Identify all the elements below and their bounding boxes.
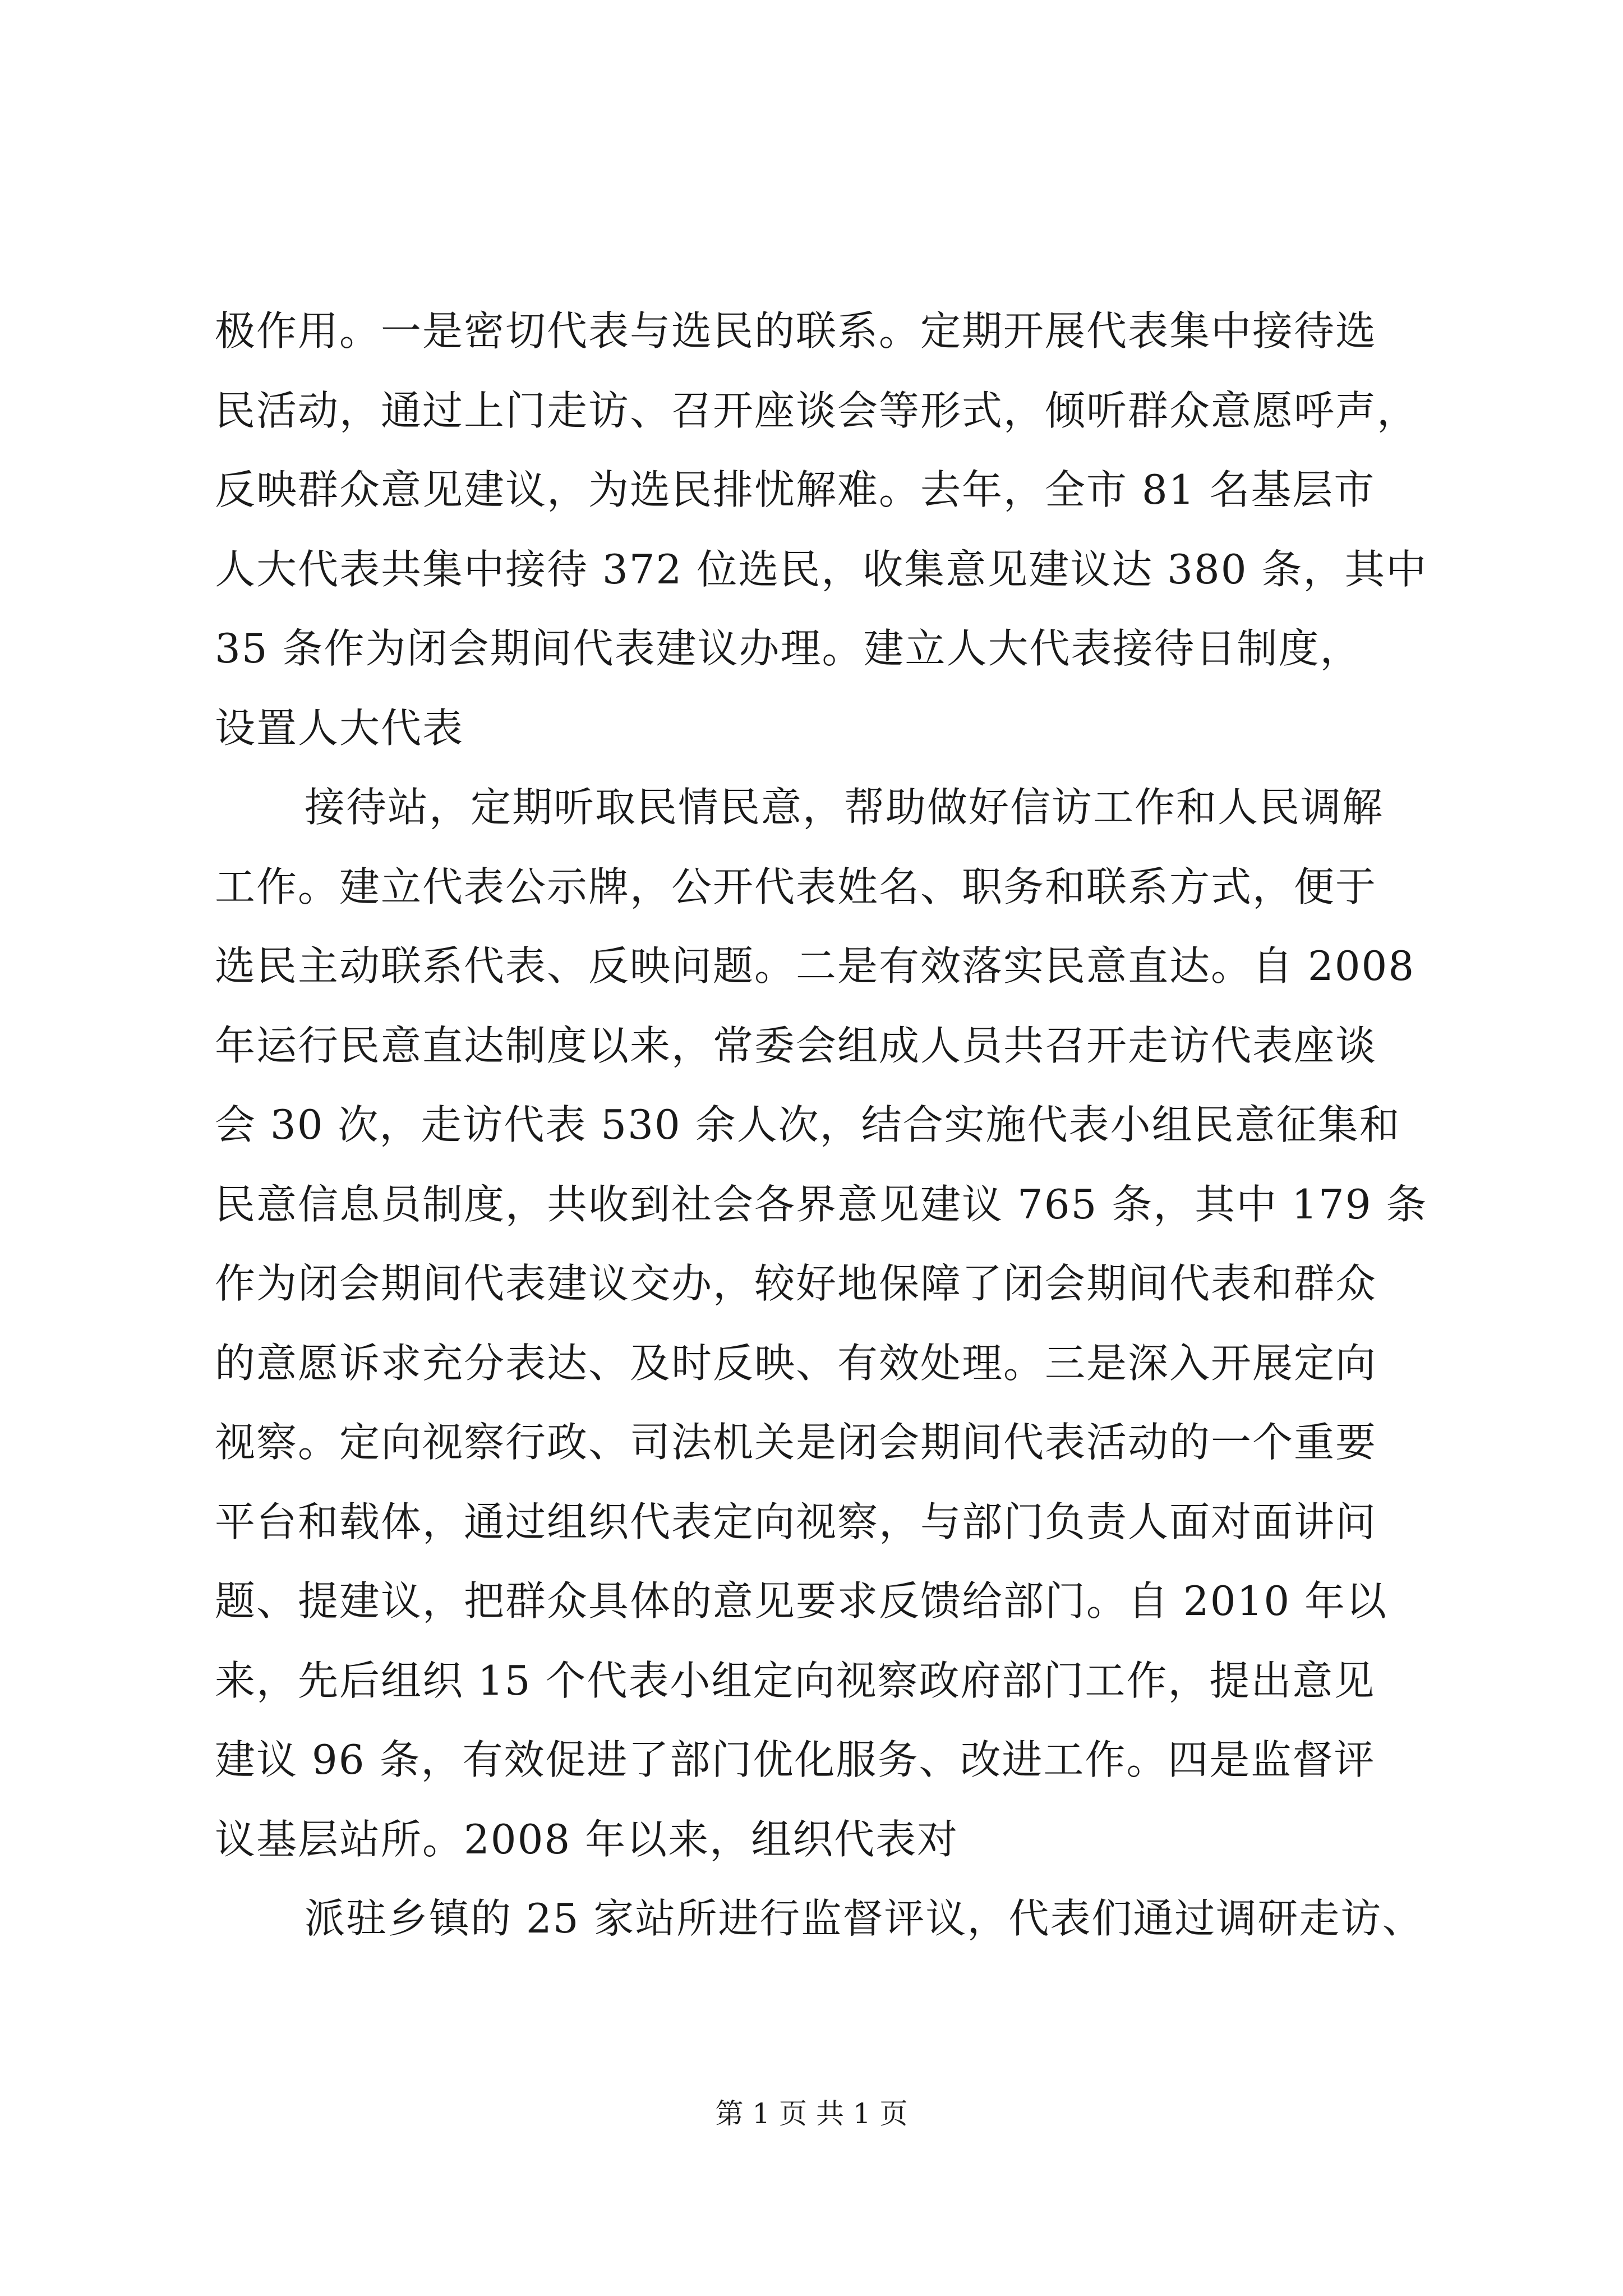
page-number-footer: 第 1 页 共 1 页 (715, 2097, 908, 2130)
text-line: 议基层站所。2008 年以来，组织代表对 (215, 1815, 959, 1863)
text-line: 反映群众意见建议，为选民排忧解难。去年，全市 81 名基层市 (215, 466, 1376, 513)
text-line: 设置人大代表 (215, 704, 464, 752)
text-line: 年运行民意直达制度以来，常委会组成人员共召开走访代表座谈 (215, 1022, 1377, 1069)
document-body (215, 292, 1428, 1959)
text-line: 平台和载体，通过组织代表定向视察，与部门负责人面对面讲问 (215, 1498, 1377, 1545)
text-line: 民意信息员制度，共收到社会各界意见建议 765 条，其中 179 条 (215, 1180, 1428, 1228)
text-line: 派驻乡镇的 25 家站所进行监督评议，代表们通过调研走访、 (305, 1895, 1424, 1942)
text-line: 建议 96 条，有效促进了部门优化服务、改进工作。四是监督评 (215, 1736, 1376, 1783)
text-line: 会 30 次，走访代表 530 余人次，结合实施代表小组民意征集和 (215, 1101, 1401, 1148)
text-line: 接待站，定期听取民情民意，帮助做好信访工作和人民调解 (305, 784, 1384, 831)
text-line: 工作。建立代表公示牌，公开代表姓名、职务和联系方式，便于 (215, 863, 1377, 910)
text-line: 选民主动联系代表、反映问题。二是有效落实民意直达。自 2008 (215, 942, 1415, 990)
text-line: 35 条作为闭会期间代表建议办理。建立人大代表接待日制度， (215, 625, 1362, 672)
text-line: 题、提建议，把群众具体的意见要求反馈给部门。自 2010 年以 (215, 1577, 1388, 1625)
text-line: 民活动，通过上门走访、召开座谈会等形式，倾听群众意愿呼声， (215, 386, 1419, 434)
text-line: 人大代表共集中接待 372 位选民，收集意见建议达 380 条，其中 (215, 545, 1428, 593)
text-line: 极作用。一是密切代表与选民的联系。定期开展代表集中接待选 (215, 307, 1377, 355)
text-line: 作为闭会期间代表建议交办，较好地保障了闭会期间代表和群众 (215, 1260, 1377, 1307)
text-line: 来，先后组织 15 个代表小组定向视察政府部门工作，提出意见 (215, 1657, 1376, 1704)
text-line: 视察。定向视察行政、司法机关是闭会期间代表活动的一个重要 (215, 1419, 1377, 1466)
text-line: 的意愿诉求充分表达、及时反映、有效处理。三是深入开展定向 (215, 1339, 1377, 1387)
